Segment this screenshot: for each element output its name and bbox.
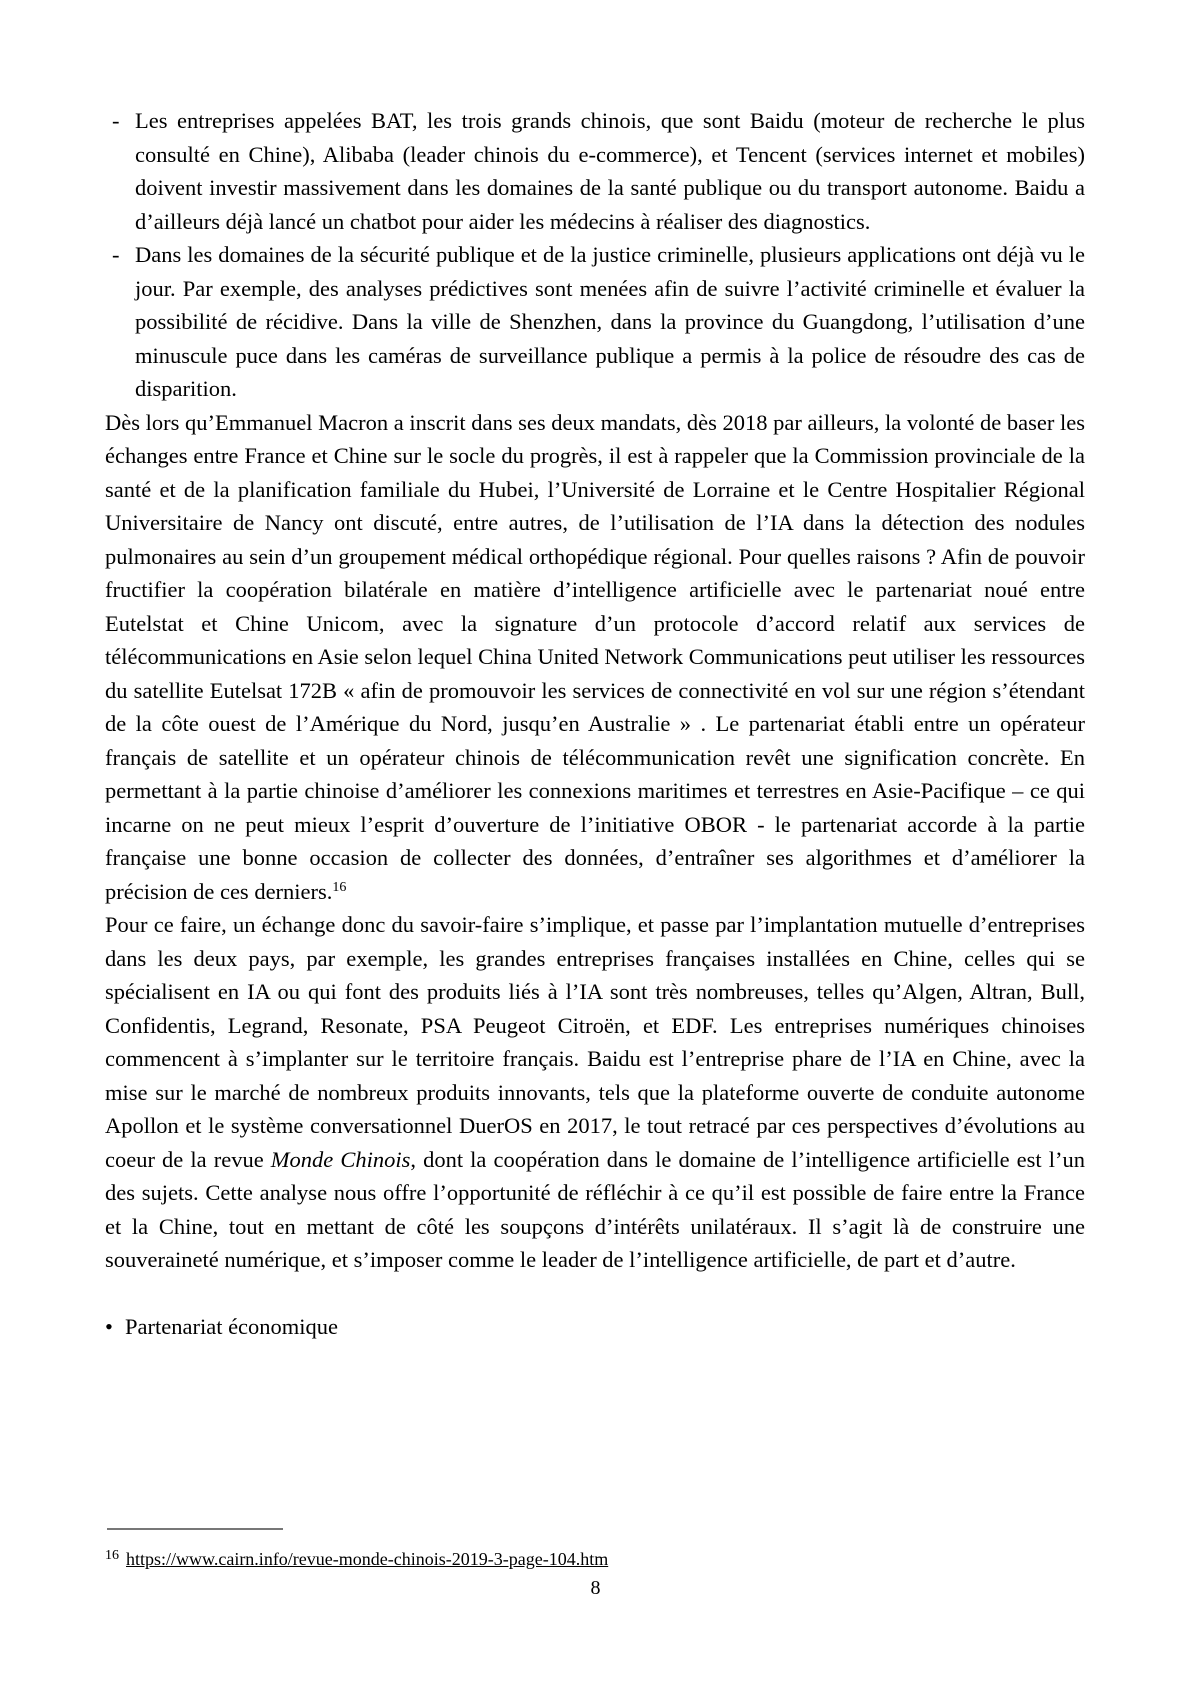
section-heading-label: Partenariat économique [125,1314,339,1339]
paragraph-partenariat-entreprises [105,908,1085,1277]
footnote-separator-rule [107,1528,283,1530]
footnote-url-link[interactable]: https://www.cairn.info/revue-monde-chinois-2019-3-page-104.htm [126,1549,609,1569]
list-item [105,238,1085,406]
paragraph-cooperation-france-chine [105,406,1085,909]
paragraph-text: Dès lors qu’Emmanuel Macron a inscrit dans ses deux mandats, dès 2018 par ailleurs, la volonté de baser les échanges entre France et Chine sur le socle du progrès, il est à rappeler que la Commission provinciale de la santé et de la planification familiale du Hubei, l’Université de Lorraine et le Centre Hospitalier Régional Universitaire de Nancy ont discuté, entre autres, de l’utilisation de l’IA dans la détection des nodules pulmonaires au sein d’un groupement médical orthopédique régional. Pour quelles raisons ? Afin de pouvoir fructifier la coopération bilatérale en matière d’intelligence artificielle avec le partenariat noué entre Eutelstat et Chine Unicom, avec la signature d’un protocole d’accord relatif aux services de télécommunications en Asie selon lequel China United Network Communications peut utiliser les ressources du satellite Eutelsat 172B « afin de promouvoir les services de connectivité en vol sur une région s’étendant de la côte ouest de l’Amérique du Nord, jusqu’en Australie » . Le partenariat établi entre un opérateur français de satellite et un opérateur chinois de télécommunication revêt une signification concrète. En permettant à la partie chinoise d’améliorer les connexions maritimes et terrestres en Asie-Pacifique – ce qui incarne on ne peut mieux l’esprit d’ouverture de l’initiative OBOR - le partenariat accorde à la partie française une bonne occasion de collecter des données, d’entraîner ses algorithmes et d’améliorer la précision de ces derniers. [105,409,1085,904]
list-item [105,104,1085,238]
paragraph-text: Pour ce faire, un échange donc du savoir-faire s’implique, et passe par l’implantation mutuelle d’entreprises dans les deux pays, par exemple, les grandes entreprises françaises installées en Chine, celles qui se spécialisent en IA ou qui font des produits liés à l’IA sont très nombreuses, telles qu’Algen, Altran, Bull, Confidentis, Legrand, Resonate, PSA Peugeot Citroën, et EDF. Les entreprises numériques chinoises commencent à s’implanter sur le territoire français. Baidu est l’entreprise phare de l’IA en Chine, avec la mise sur le marché de nombreux produits innovants, tels que la plateforme ouverte de conduite autonome Apollon et le système conversationnel DuerOS en 2017, le tout retracé par ces perspectives d’évolutions au coeur de la revue [105,912,1085,1172]
footnote-reference[interactable]: 16 [332,879,347,895]
round-bullet-marker: • [105,1314,113,1339]
list-item-text: Dans les domaines de la sécurité publique et de la justice criminelle, plusieurs applications ont déjà vu le jour. Par exemple, des analyses prédictives sont menées afin de suivre l’activité criminelle et évaluer la possibilité de récidive. Dans la ville de Shenzhen, dans la province du Guangdong, l’utilisation d’une minuscule puce dans les caméras de surveillance publique a permis à la police de résoudre des cas de disparition. [135,242,1085,401]
dash-bullet-marker: - [112,108,120,133]
footnote [105,1545,608,1573]
paragraph-text: , dont la coopération dans le domaine de l’intelligence artificielle est l’un des sujets. Cette analyse nous offre l’opportunité de réfléchir à ce qu’il est possible de faire entre la France et la Chine, tout en mettant de côté les soupçons d’intérêts unilatéraux. Il s’agit là de construire une souveraineté numérique, et s’imposer comme le leader de l’intelligence artificielle, de part et d’autre. [105,1146,1086,1272]
section-bullet-heading [105,1310,1085,1344]
footnote-number: 16 [105,1548,119,1563]
journal-title-italic: Monde Chinois [270,1146,411,1172]
dash-bullet-list [105,104,1085,406]
dash-bullet-marker: - [112,242,120,267]
list-item-text: Les entreprises appelées BAT, les trois grands chinois, que sont Baidu (moteur de recherche le plus consulté en Chine), Alibaba (leader chinois du e-commerce), et Tencent (services internet et mobiles) doivent investir massivement dans les domaines de la santé publique ou du transport autonome. Baidu a d’ailleurs déjà lancé un chatbot pour aider les médecins à réaliser des diagnostics. [135,108,1085,234]
page-number: 8 [590,1577,601,1599]
